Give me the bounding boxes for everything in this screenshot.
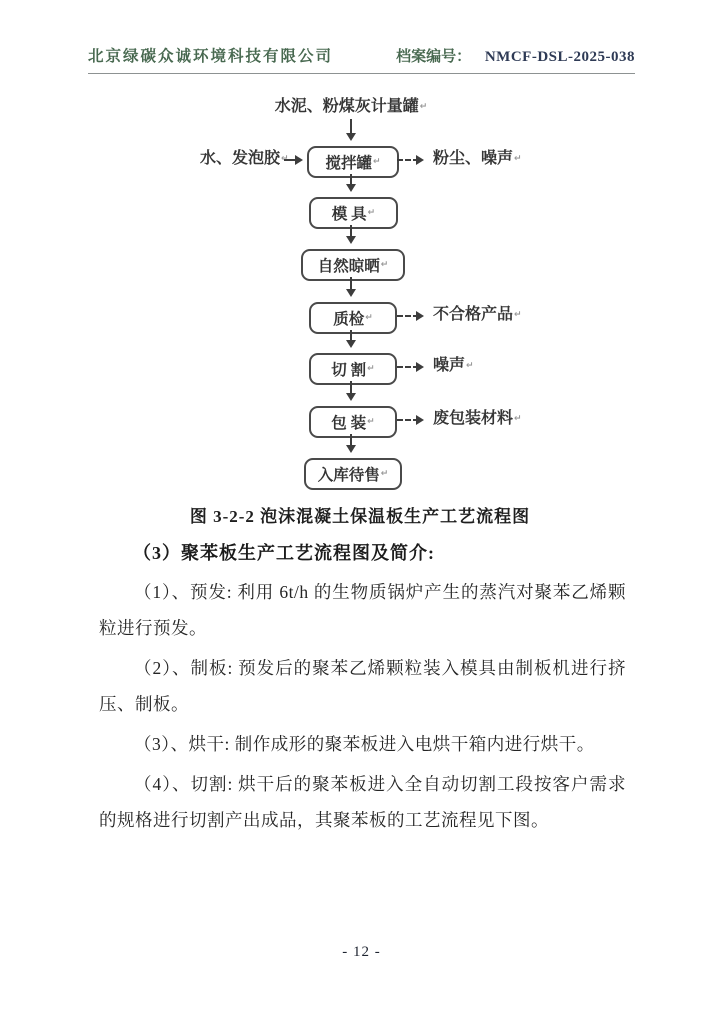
paragraph-mark: ↵ <box>466 361 474 371</box>
paragraph-mark: ↵ <box>514 310 522 320</box>
paragraph-mark: ↵ <box>514 154 522 164</box>
flow-arrow-down <box>350 119 352 138</box>
flow-label-text: 水泥、粉煤灰计量罐 <box>274 98 419 115</box>
flow-step-cutting <box>309 353 397 385</box>
flow-label-text: 水、发泡胶 <box>200 150 281 167</box>
paragraph-drying: （3）、烘干: 制作成形的聚苯板进入电烘干箱内进行烘干。 <box>134 734 595 754</box>
flow-label-text: 废包装材料 <box>433 410 514 427</box>
paragraph-cutting: （4）、切割: 烘干后的聚苯板进入全自动切割工段按客户需求的规格进行切割产出成品，其聚苯板的工艺流程见下图。 <box>99 774 626 830</box>
flow-step-warehouse-for-sale <box>304 458 402 490</box>
flow-step-natural-drying <box>301 249 405 281</box>
emission-waste-packaging-label <box>433 410 522 428</box>
flow-label-text: 噪声 <box>433 357 466 374</box>
emission-noise-label <box>433 357 474 375</box>
flow-step-label: 质检 <box>333 311 365 328</box>
paragraph-mark: ↵ <box>367 364 375 374</box>
paragraph-mark: ↵ <box>419 102 428 112</box>
production-process-flowchart <box>0 0 723 500</box>
flow-input-water-foam-label <box>200 150 289 168</box>
paragraph-mark: ↵ <box>367 417 375 427</box>
flow-input-metering-tank-label <box>275 98 428 116</box>
paragraph-mark: ↵ <box>281 154 289 164</box>
paragraph-board-making: （2）、制板: 预发后的聚苯乙烯颗粒装入模具由制板机进行挤压、制板。 <box>99 658 626 714</box>
paragraph-mark: ↵ <box>380 260 389 270</box>
emission-dust-noise-label <box>433 150 522 168</box>
flow-arrow-right <box>284 159 299 161</box>
paragraph-mark: ↵ <box>367 208 376 218</box>
archive-label: 档案编号： <box>396 49 472 65</box>
flow-step-quality-inspection <box>309 302 397 334</box>
flow-dashed-arrow-emission <box>397 366 419 368</box>
flow-step-label: 模 具 <box>331 206 367 223</box>
flow-step-label: 自然晾晒 <box>317 258 380 275</box>
flow-label-text: 不合格产品 <box>433 306 514 323</box>
company-name: 北京绿碳众诚环境科技有限公司 <box>88 48 334 65</box>
paragraph-mark: ↵ <box>372 157 381 167</box>
archive-number: NMCF-DSL-2025-038 <box>484 49 635 65</box>
flow-label-text: 粉尘、噪声 <box>433 150 514 167</box>
flow-arrow-down <box>350 225 352 241</box>
paragraph-mark: ↵ <box>365 313 373 323</box>
flow-step-mold <box>309 197 398 229</box>
flow-dashed-arrow-emission <box>397 419 419 421</box>
flow-arrow-down <box>350 330 352 345</box>
flow-step-mixing-tank <box>307 146 399 178</box>
flow-arrow-down <box>350 434 352 450</box>
flow-step-label: 包 装 <box>331 415 367 432</box>
paragraph-prefoaming: （1）、预发: 利用 6t/h 的生物质锅炉产生的蒸汽对聚苯乙烯颗粒进行预发。 <box>99 582 626 638</box>
page-number: - 12 - <box>342 944 381 960</box>
flow-dashed-arrow-emission <box>397 159 419 161</box>
emission-rejected-products-label <box>433 306 522 324</box>
flow-arrow-down <box>350 174 352 189</box>
flow-arrow-down <box>350 381 352 398</box>
flow-dashed-arrow-emission <box>397 315 419 317</box>
flow-step-label: 切 割 <box>331 362 367 379</box>
flow-step-label: 搅拌罐 <box>325 155 372 172</box>
flow-step-label: 入库待售 <box>317 467 380 484</box>
flow-step-packaging <box>309 406 397 438</box>
section-heading: （3）聚苯板生产工艺流程图及简介: <box>133 543 435 563</box>
figure-caption: 图 3-2-2 泡沫混凝土保温板生产工艺流程图 <box>189 507 531 526</box>
body-paragraphs <box>99 574 626 842</box>
paragraph-mark: ↵ <box>380 469 389 479</box>
flow-arrow-down <box>350 277 352 294</box>
paragraph-mark: ↵ <box>514 414 522 424</box>
